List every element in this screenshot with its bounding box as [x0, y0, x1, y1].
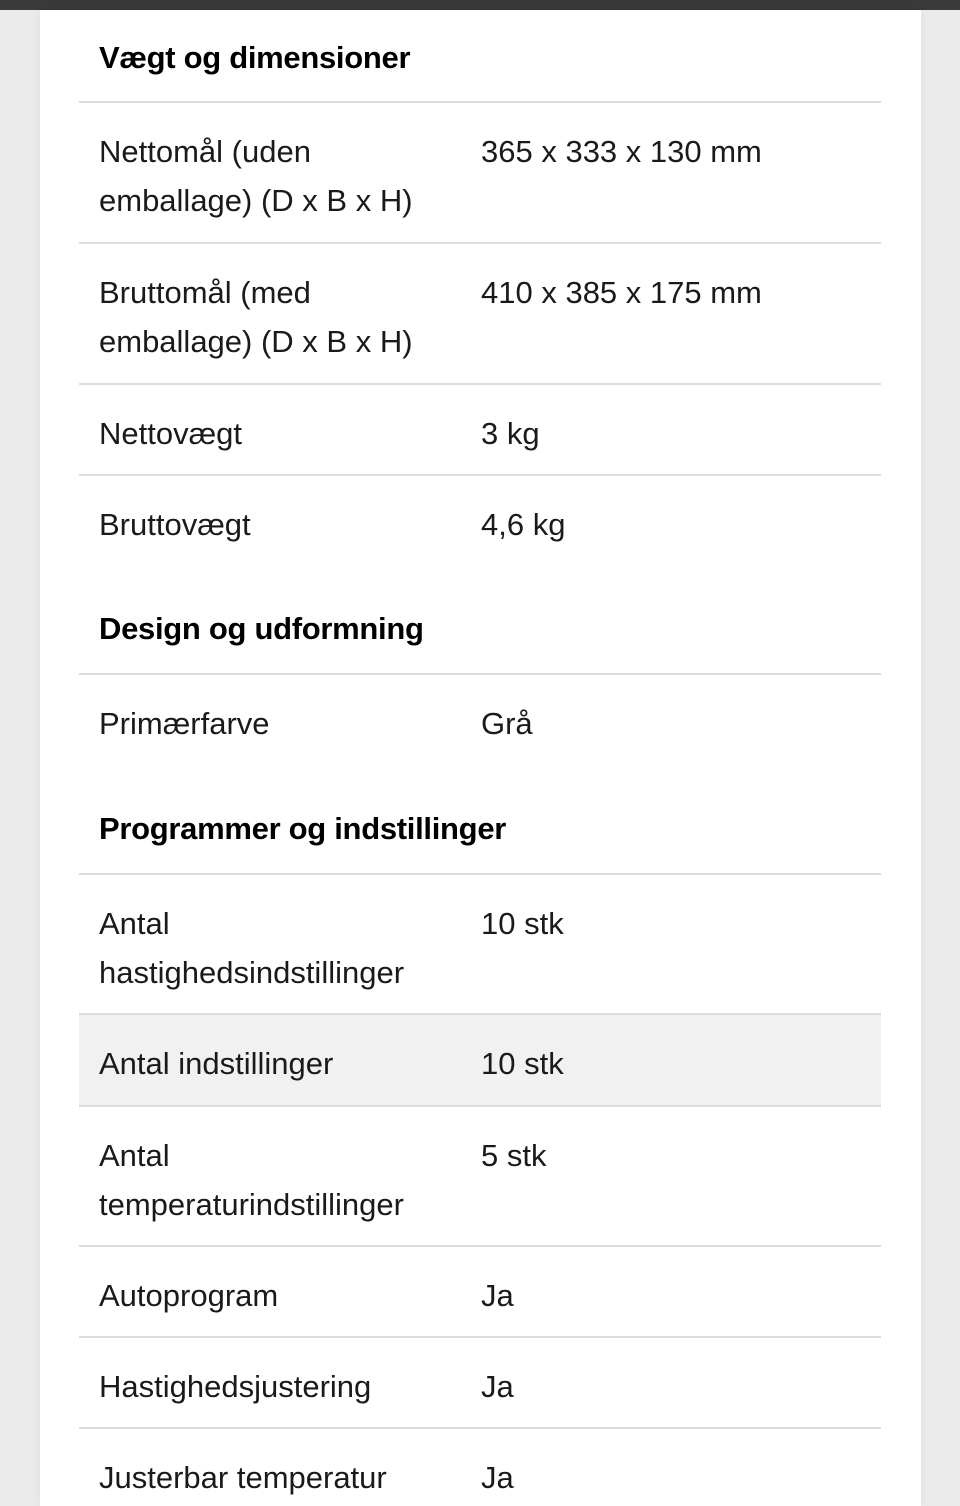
spec-label: Antal hastighedsindstillinger	[99, 906, 405, 990]
spec-label: Primærfarve	[99, 706, 270, 741]
spec-row-auto-program	[79, 1245, 881, 1336]
spec-value: 5 stk	[481, 1138, 547, 1173]
spec-row-net-dimensions	[79, 101, 881, 242]
section-title-weight-dimensions: Vægt og dimensioner	[99, 40, 411, 75]
spec-value: 410 x 385 x 175 mm	[481, 275, 762, 310]
spec-label: Antal indstillinger	[99, 1046, 334, 1081]
spec-label: Autoprogram	[99, 1278, 279, 1313]
spec-value: 3 kg	[481, 416, 540, 451]
spec-value: 10 stk	[481, 1046, 564, 1081]
spec-value: 4,6 kg	[481, 507, 566, 542]
spec-row-gross-dimensions	[79, 242, 881, 383]
spec-value: 10 stk	[481, 906, 564, 941]
spec-label: Antal temperaturindstillinger	[99, 1138, 404, 1222]
spec-value: Grå	[481, 706, 533, 741]
section-title-programs-settings: Programmer og indstillinger	[99, 811, 507, 846]
spec-label: Justerbar temperatur	[99, 1460, 387, 1495]
spec-label: Bruttomål (med emballage) (D x B x H)	[99, 275, 413, 359]
spec-value: Ja	[481, 1278, 514, 1313]
spec-row-settings-count	[79, 1013, 881, 1105]
spec-row-net-weight	[79, 383, 881, 474]
spec-row-temperature-settings	[79, 1105, 881, 1246]
spec-row-adjustable-temperature	[79, 1427, 881, 1506]
spec-label: Hastighedsjustering	[99, 1369, 372, 1404]
spec-label: Nettomål (uden emballage) (D x B x H)	[99, 134, 413, 218]
top-bar	[0, 0, 960, 10]
spec-label: Nettovægt	[99, 416, 243, 451]
spec-value: Ja	[481, 1460, 514, 1495]
spec-row-speed-settings	[79, 873, 881, 1014]
section-title-design: Design og udformning	[99, 611, 424, 646]
spec-row-speed-adjustment	[79, 1336, 881, 1427]
spec-value: Ja	[481, 1369, 514, 1404]
spec-row-primary-color	[79, 673, 881, 764]
spec-label: Bruttovægt	[99, 507, 251, 542]
spec-value: 365 x 333 x 130 mm	[481, 134, 762, 169]
spec-row-gross-weight	[79, 474, 881, 565]
